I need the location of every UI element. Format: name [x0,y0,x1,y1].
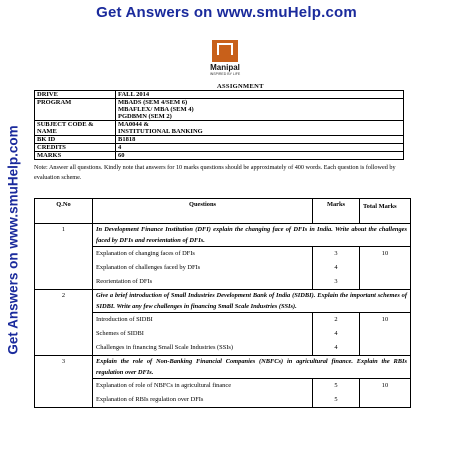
header-marks: Marks [313,199,360,224]
header-qno: Q.No [35,199,93,224]
side-banner [3,90,23,390]
evaluation-item-marks: 4 [334,264,338,271]
question-row [35,224,411,247]
evaluation-item-marks: 5 [334,382,338,389]
info-row [35,91,404,99]
side-banner-text: Get Answers on www.smuHelp.com [5,125,21,355]
info-value: MA0044 & INSTITUTIONAL BANKING [116,121,404,136]
question-number: 3 [35,356,93,408]
evaluation-item-label: Challenges in financing Small Scale Industries (SSIs) [96,344,234,351]
table-header-row [35,199,411,224]
info-value: 60 [116,152,404,160]
evaluation-marks [313,379,360,408]
evaluation-item-label: Explanation of RBIs regulation over DFIs [96,396,204,403]
evaluation-items [93,379,313,408]
total-marks: 10 [360,313,411,356]
instructions-note: Note: Answer all questions. Kindly note that answers for 10 marks questions should be approximately of 400 words. Each question is followed by evaluation scheme. [34,164,396,181]
evaluation-marks [313,247,360,290]
question-text: Explain the role of Non-Banking Financial Companies (NBFCs) in agricultural finance. Explain the RBIs regulation over DFIs. [93,356,411,379]
info-row [35,152,404,160]
manipal-logo [200,40,250,76]
logo-name: Manipal [210,63,240,72]
info-value: B1818 [116,136,404,144]
question-number: 1 [35,224,93,290]
question-text: Give a brief introduction of Small Industries Development Bank of India (SIDBI). Explain the important schemes of SIDBI. Write any few challenges in financing Small Scale Industries (SSIs). [93,290,411,313]
info-value: FALL 2014 [116,91,404,99]
logo-tagline: INSPIRED BY LIFE [209,72,241,76]
info-row [35,121,404,136]
info-value: MBADS (SEM 4/SEM 6) MBAFLEX/ MBA (SEM 4) PGDBMN (SEM 2) [116,99,404,121]
question-number: 2 [35,290,93,356]
info-key: MARKS [35,152,116,160]
info-key: SUBJECT CODE & NAME [35,121,116,136]
header-questions: Questions [93,199,313,224]
evaluation-items [93,247,313,290]
evaluation-item-label: Schemes of SIDBI [96,330,144,337]
evaluation-item-marks: 4 [334,330,338,337]
header-total-marks: Total Marks [360,199,411,224]
evaluation-item-marks: 3 [334,278,338,285]
evaluation-item-marks: 5 [334,396,338,403]
info-value: 4 [116,144,404,152]
evaluation-marks [313,313,360,356]
question-row [35,356,411,379]
info-row [35,144,404,152]
evaluation-item-label: Reorientation of DFIs [96,278,153,285]
assignment-title: ASSIGNMENT [217,83,264,90]
manipal-logo-icon [212,40,238,62]
evaluation-item-marks: 3 [334,250,338,257]
evaluation-item-label: Explanation of changing faces of DFIs [96,250,195,257]
evaluation-items [93,313,313,356]
evaluation-item-marks: 2 [334,316,338,323]
questions-table [34,198,411,408]
evaluation-item-label: Explanation of role of NBFCs in agricultural finance [96,382,232,389]
info-row [35,136,404,144]
question-row [35,290,411,313]
evaluation-item-marks: 4 [334,344,338,351]
evaluation-item-label: Explanation of challenges faced by DFIs [96,264,201,271]
info-key: CREDITS [35,144,116,152]
total-marks: 10 [360,247,411,290]
info-key: PROGRAM [35,99,116,121]
top-banner: Get Answers on www.smuHelp.com [96,4,357,21]
total-marks: 10 [360,379,411,408]
assignment-info-table [34,90,404,160]
info-key: BK ID [35,136,116,144]
info-row [35,99,404,121]
evaluation-item-label: Introduction of SIDBI [96,316,153,323]
question-text: In Development Finance Institution (DFI) explain the changing face of DFIs in India. Write about the challenges faced by DFIs and reorientation of DFIs. [93,224,411,247]
info-key: DRIVE [35,91,116,99]
